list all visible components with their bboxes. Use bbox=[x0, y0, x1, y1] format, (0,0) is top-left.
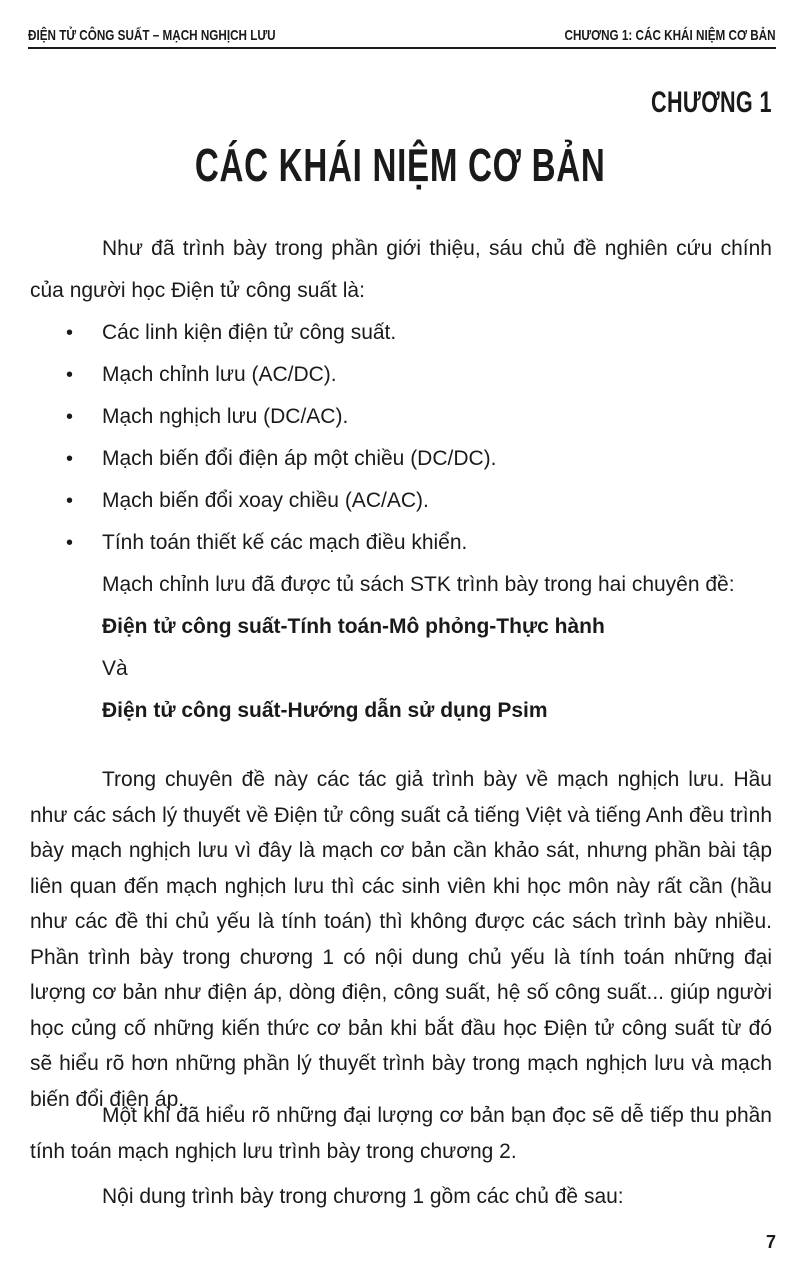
topic-item: • Các linh kiện điện tử công suất. bbox=[30, 312, 772, 354]
book-title-1: Điện tử công suất-Tính toán-Mô phỏng-Thực hành bbox=[102, 615, 605, 638]
chapter-title bbox=[0, 138, 800, 192]
topic-item: • Mạch nghịch lưu (DC/AC). bbox=[30, 396, 772, 438]
topic-item: • Mạch biến đổi xoay chiều (AC/AC). bbox=[30, 480, 772, 522]
topic-list bbox=[30, 312, 772, 564]
body-text-end bbox=[30, 1098, 772, 1169]
chapter-number: CHƯƠNG 1 bbox=[651, 86, 772, 119]
body-text-lower bbox=[30, 762, 772, 1117]
topic-item: • Mạch chỉnh lưu (AC/DC). bbox=[30, 354, 772, 396]
chapter-title-text: CÁC KHÁI NIỆM CƠ BẢN bbox=[194, 139, 606, 191]
body-text-final bbox=[30, 1176, 772, 1218]
and-word: Và bbox=[102, 657, 128, 680]
contents-intro-paragraph: Nội dung trình bày trong chương 1 gồm các chủ đề sau: bbox=[102, 1185, 624, 1208]
running-header bbox=[28, 18, 776, 49]
book-title-2: Điện tử công suất-Hướng dẫn sử dụng Psim bbox=[102, 699, 548, 722]
topic-item: • Tính toán thiết kế các mạch điều khiển. bbox=[30, 522, 772, 564]
header-chapter-title: CHƯƠNG 1: CÁC KHÁI NIỆM CƠ BẢN bbox=[564, 27, 776, 44]
intro-paragraph: Như đã trình bày trong phần giới thiệu, sáu chủ đề nghiên cứu chính của người học Điện tử công suất là: bbox=[30, 237, 772, 302]
series-paragraph: Mạch chỉnh lưu đã được tủ sách STK trình bày trong hai chuyên đề: bbox=[102, 573, 735, 596]
chapter2-paragraph: Một khi đã hiểu rõ những đại lượng cơ bản bạn đọc sẽ dễ tiếp thu phần tính toán mạch nghịch lưu trình bày trong chương 2. bbox=[30, 1104, 772, 1163]
header-book-title: ĐIỆN TỬ CÔNG SUẤT – MẠCH NGHỊCH LƯU bbox=[28, 27, 276, 44]
body-text bbox=[30, 228, 772, 732]
main-paragraph: Trong chuyên đề này các tác giả trình bày về mạch nghịch lưu. Hầu như các sách lý thuyết về Điện tử công suất cả tiếng Việt và tiếng Anh đều trình bày mạch nghịch lưu vì đây là mạch cơ bản cần khảo sát, nhưng phần bài tập liên quan đến mạch nghịch lưu thì các sinh viên khi học môn này rất cần (hầu như các đề thi chủ yếu là tính toán) thì không được các sách trình bày nhiều. Phần trình bày trong chương 1 có nội dung chủ yếu là tính toán những đại lượng cơ bản như điện áp, dòng điện, công suất, hệ số công suất... giúp người học củng cố những kiến thức cơ bản khi bắt đầu học Điện tử công suất từ đó sẽ hiểu rõ hơn những phần lý thuyết trình bày trong mạch nghịch lưu và mạch biến đổi điện áp. bbox=[30, 768, 772, 1111]
page-number: 7 bbox=[765, 1232, 776, 1252]
topic-item: • Mạch biến đổi điện áp một chiều (DC/DC). bbox=[30, 438, 772, 480]
